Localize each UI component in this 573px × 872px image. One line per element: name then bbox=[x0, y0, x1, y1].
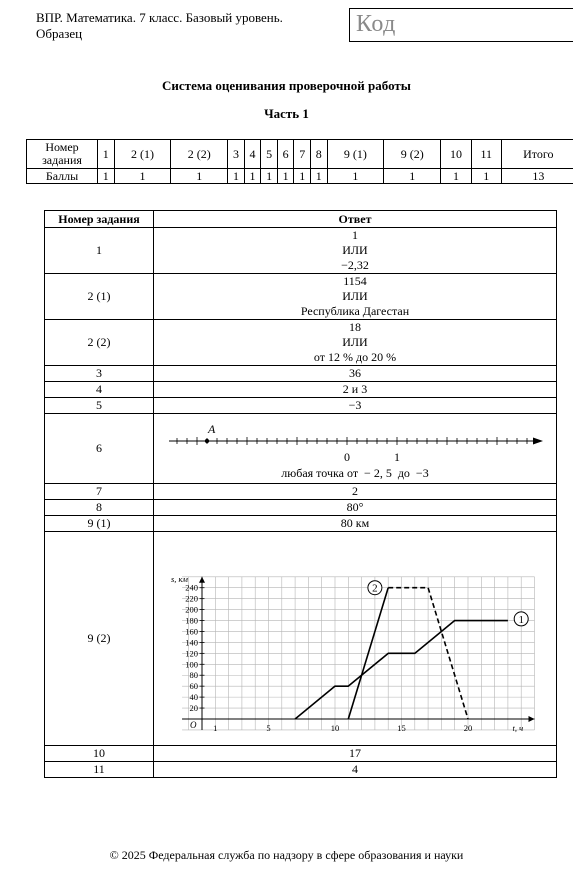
task-number-cell: 8 bbox=[45, 500, 154, 516]
code-placeholder: Код bbox=[356, 11, 396, 37]
answer-cell bbox=[154, 532, 557, 746]
points-value-cell: 1 bbox=[114, 169, 171, 184]
answer-line: 4 bbox=[352, 762, 358, 776]
task-number-cell: 4 bbox=[45, 382, 154, 398]
answer-cell bbox=[154, 516, 557, 532]
y-tick-label: 180 bbox=[185, 615, 198, 626]
points-task-cell: 9 (1) bbox=[327, 140, 384, 169]
answer-cell bbox=[154, 414, 557, 484]
task-number-cell: 6 bbox=[45, 414, 154, 484]
task-number-cell: 7 bbox=[45, 484, 154, 500]
points-value-cell: 1 bbox=[471, 169, 501, 184]
points-value-cell: 1 bbox=[277, 169, 294, 184]
answer-line: Республика Дагестан bbox=[300, 304, 410, 318]
answer-cell bbox=[154, 366, 557, 382]
answers-col-task: Номер задания bbox=[45, 211, 154, 228]
answer-line: от 12 % до 20 % bbox=[313, 350, 397, 364]
answer-row bbox=[45, 398, 557, 414]
header-line-2: Образец bbox=[36, 26, 83, 41]
answers-table bbox=[44, 210, 557, 778]
answer-row bbox=[45, 414, 557, 484]
answer-cell bbox=[154, 320, 557, 366]
points-row2-label: Баллы bbox=[27, 169, 98, 184]
x-axis-arrow-icon bbox=[529, 716, 535, 722]
answer-line: 1 bbox=[352, 228, 358, 242]
y-tick-label: 60 bbox=[189, 681, 198, 692]
series-marker-label: 1 bbox=[518, 613, 524, 626]
task-number-cell: 11 bbox=[45, 762, 154, 778]
number-line-caption: любая точка от − 2, 5 до −3 bbox=[281, 466, 429, 480]
y-axis-label: s, км bbox=[171, 573, 188, 584]
x-tick-label: 20 bbox=[463, 723, 473, 733]
answer-line: 2 и 3 bbox=[342, 382, 368, 396]
points-value-cell: 1 bbox=[228, 169, 245, 184]
points-task-cell: 6 bbox=[277, 140, 294, 169]
answer-line: 36 bbox=[349, 366, 361, 380]
y-tick-label: 20 bbox=[189, 703, 198, 714]
part-title: Часть 1 bbox=[264, 106, 309, 121]
y-tick-label: 220 bbox=[185, 593, 198, 604]
y-tick-label: 40 bbox=[189, 692, 198, 703]
series-marker-label: 2 bbox=[372, 582, 378, 595]
answer-cell bbox=[154, 500, 557, 516]
answer-row bbox=[45, 762, 557, 778]
number-line-tick-label: 0 bbox=[344, 450, 350, 464]
number-line-tick-label: 1 bbox=[394, 450, 400, 464]
points-task-cell: 7 bbox=[294, 140, 311, 169]
answer-line: 80° bbox=[346, 500, 364, 514]
answer-line: 1154 bbox=[343, 274, 367, 288]
points-row1-label: Номер задания bbox=[27, 140, 98, 169]
points-value-cell: 13 bbox=[501, 169, 573, 184]
answer-row bbox=[45, 382, 557, 398]
y-tick-label: 140 bbox=[185, 637, 198, 648]
answer-row bbox=[45, 532, 557, 746]
points-task-cell: 1 bbox=[98, 140, 115, 169]
points-table bbox=[26, 139, 573, 184]
answer-line: 2 bbox=[352, 484, 358, 498]
distance-time-chart bbox=[167, 532, 543, 745]
answer-row bbox=[45, 228, 557, 274]
document-header bbox=[36, 10, 336, 42]
point-a bbox=[205, 439, 209, 443]
task-number-cell: 1 bbox=[45, 228, 154, 274]
answer-line: 17 bbox=[349, 746, 361, 760]
x-axis-label: t, ч bbox=[512, 723, 524, 733]
points-task-cell: 8 bbox=[310, 140, 327, 169]
task-number-cell: 2 (1) bbox=[45, 274, 154, 320]
y-axis-arrow-icon bbox=[199, 577, 205, 583]
task-number-cell: 2 (2) bbox=[45, 320, 154, 366]
point-a-label: A bbox=[208, 422, 216, 436]
answer-cell bbox=[154, 228, 557, 274]
y-tick-label: 120 bbox=[185, 648, 198, 659]
answer-line: 18 bbox=[349, 320, 361, 334]
x-tick-label: 5 bbox=[266, 723, 271, 733]
points-value-cell: 1 bbox=[310, 169, 327, 184]
y-tick-label: 100 bbox=[185, 659, 198, 670]
x-tick-label: 10 bbox=[330, 723, 340, 733]
answer-row bbox=[45, 516, 557, 532]
points-task-cell: 11 bbox=[471, 140, 501, 169]
points-task-cell: 3 bbox=[228, 140, 245, 169]
y-tick-label: 200 bbox=[185, 604, 198, 615]
answer-cell bbox=[154, 746, 557, 762]
answer-line: ИЛИ bbox=[342, 335, 368, 349]
code-field[interactable] bbox=[349, 8, 573, 42]
points-task-cell: 5 bbox=[261, 140, 278, 169]
x-tick-label: 15 bbox=[397, 723, 406, 733]
footer-copyright: © 2025 Федеральная служба по надзору в сфере образования и науки bbox=[109, 848, 464, 862]
answer-row bbox=[45, 366, 557, 382]
answer-line: −2,32 bbox=[341, 258, 369, 272]
answer-line: 80 км bbox=[340, 516, 370, 530]
answer-cell bbox=[154, 382, 557, 398]
axis-arrow-icon bbox=[533, 438, 543, 445]
points-value-cell: 1 bbox=[294, 169, 311, 184]
points-value-cell: 1 bbox=[261, 169, 278, 184]
answer-row bbox=[45, 500, 557, 516]
number-line bbox=[165, 416, 545, 466]
answer-line: ИЛИ bbox=[342, 289, 368, 303]
answer-cell bbox=[154, 274, 557, 320]
answer-cell bbox=[154, 484, 557, 500]
task-number-cell: 9 (1) bbox=[45, 516, 154, 532]
origin-label: O bbox=[190, 720, 197, 730]
answer-row bbox=[45, 320, 557, 366]
y-tick-label: 80 bbox=[189, 670, 198, 681]
points-value-cell: 1 bbox=[98, 169, 115, 184]
answer-cell bbox=[154, 398, 557, 414]
points-task-cell: 10 bbox=[441, 140, 472, 169]
y-tick-label: 160 bbox=[185, 626, 198, 637]
page-title: Система оценивания проверочной работы bbox=[162, 78, 411, 93]
points-task-cell: Итого bbox=[501, 140, 573, 169]
task-number-cell: 3 bbox=[45, 366, 154, 382]
points-task-cell: 2 (1) bbox=[114, 140, 171, 169]
points-value-cell: 1 bbox=[244, 169, 261, 184]
points-task-cell: 9 (2) bbox=[384, 140, 441, 169]
points-value-cell: 1 bbox=[441, 169, 472, 184]
answers-col-answer: Ответ bbox=[154, 211, 557, 228]
points-task-cell: 4 bbox=[244, 140, 261, 169]
task-number-cell: 10 bbox=[45, 746, 154, 762]
task-number-cell: 5 bbox=[45, 398, 154, 414]
task-number-cell: 9 (2) bbox=[45, 532, 154, 746]
y-tick-label: 240 bbox=[185, 582, 198, 593]
header-line-1: ВПР. Математика. 7 класс. Базовый уровень. bbox=[36, 10, 283, 25]
points-value-cell: 1 bbox=[327, 169, 384, 184]
points-value-cell: 1 bbox=[384, 169, 441, 184]
answer-row bbox=[45, 274, 557, 320]
points-value-cell: 1 bbox=[171, 169, 228, 184]
answer-cell bbox=[154, 762, 557, 778]
answer-row bbox=[45, 746, 557, 762]
answer-line: ИЛИ bbox=[342, 243, 368, 257]
points-task-cell: 2 (2) bbox=[171, 140, 228, 169]
answer-row bbox=[45, 484, 557, 500]
x-tick-label: 1 bbox=[213, 723, 218, 733]
answer-line: −3 bbox=[348, 398, 362, 412]
